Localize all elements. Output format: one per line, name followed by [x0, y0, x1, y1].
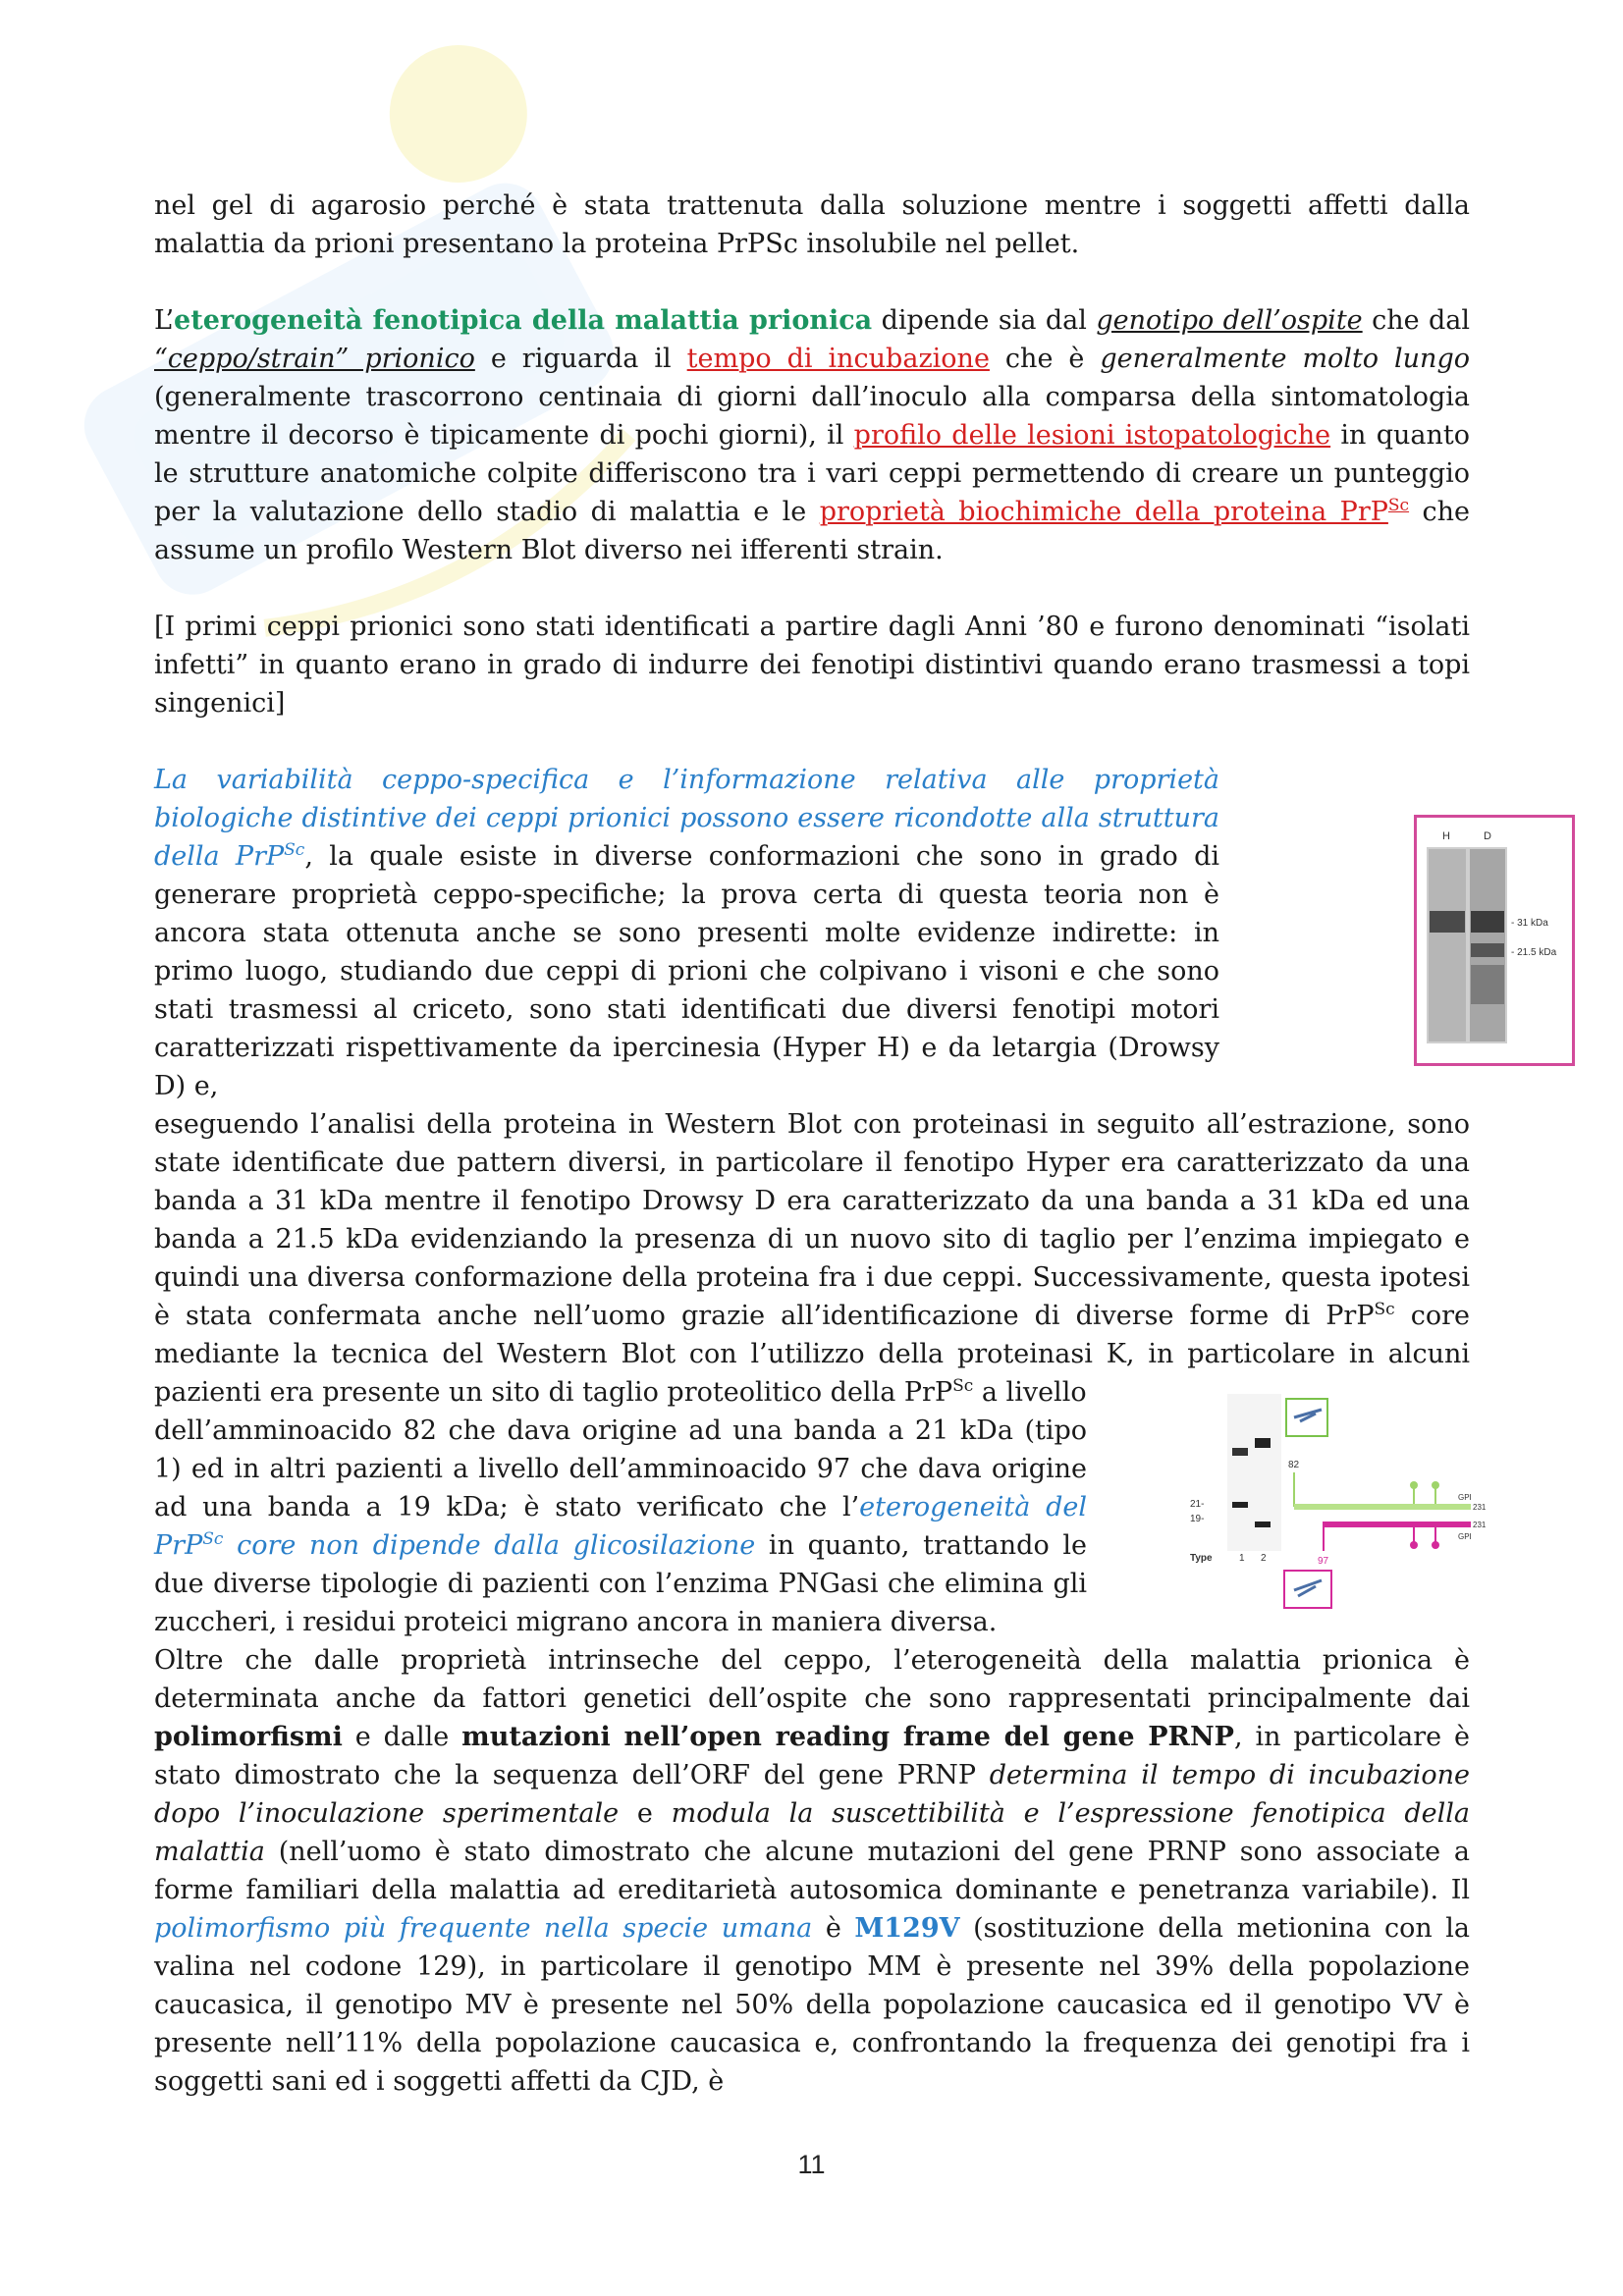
western-blot-figure-hyper-drowsy: [1414, 815, 1575, 1066]
text-run: genotipo dell’ospite: [1096, 305, 1363, 336]
track-label-gpi-top: GPI: [1458, 1493, 1472, 1502]
lane-label-d: D: [1484, 830, 1491, 842]
text-run: , la quale esiste in diverse conformazioni che sono in grado di generare proprietà ceppo-specifiche; la prova certa di questa teoria non è ancora stata ottenuta anche se sono presenti molte evidenze indirette: in primo luogo, studiando due ceppi di prioni che colpivano i visoni e che sono stati trasmessi al criceto, sono stati identificati due diversi fenotipi motori caratterizzati rispettivamente da ipercinesia (Hyper H) e da letargia (Drowsy D) e,: [154, 841, 1219, 1101]
site-label-82: 82: [1288, 1460, 1300, 1470]
text-run: L’: [154, 305, 175, 336]
text-run: tempo di incubazione: [686, 344, 990, 374]
text-run: “ceppo/strain” prionico: [154, 344, 475, 374]
text-run: polimorfismi: [154, 1722, 343, 1752]
text-run: a livello: [973, 1377, 1087, 1408]
page-number: 11: [797, 2150, 826, 2179]
document-body: [154, 187, 1470, 2101]
text-run: in quanto le strutture anatomiche colpite differiscono tra i vari ceppi permettendo di creare un punteggio per la valutazione dello stadio di malattia e le: [154, 420, 1470, 527]
text-run: e riguarda il: [474, 344, 687, 374]
lane-label-h: H: [1442, 830, 1450, 842]
text-run: Oltre che dalle proprietà intrinseche del ceppo, l’eterogeneità della malattia prionica è determinata anche da fattori genetici dell’ospite che sono rappresentati principalmente dai: [154, 1645, 1470, 1714]
text-run: Sc: [284, 840, 305, 860]
paragraph-5: [154, 1105, 1470, 1412]
text-run: in quanto, trattando le due diverse tipologie di pazienti con l’enzima PNGasi che elimina gli zuccheri, i residui proteici migrano ancora in maniera diversa.: [154, 1530, 1087, 1637]
text-run: modula la suscettibilità e l’espressione fenotipica della malattia: [154, 1798, 1470, 1867]
lane-caption-type: Type: [1190, 1553, 1213, 1564]
text-run: e dalle: [342, 1722, 462, 1752]
text-run: determina il tempo di incubazione dopo l’inoculazione sperimentale: [154, 1760, 1470, 1829]
marker-label-19: 19-: [1190, 1514, 1205, 1524]
track-label-231-bottom: 231: [1473, 1521, 1487, 1529]
text-run: che è: [989, 344, 1101, 374]
text-run: eterogeneità fenotipica della malattia prionica: [174, 305, 873, 336]
text-run: eseguendo l’analisi della proteina in Western Blot con proteinasi in seguito all’estrazione, sono state identificate due pattern diversi, in particolare il fenotipo Hyper era caratterizzato da una banda a 31 kDa mentre il fenotipo Drowsy D era caratterizzato da una banda a 31 kDa ed una banda a 21.5 kDa evidenziando la presenza di un nuovo sito di taglio per l’enzima impiegato e quindi una diversa conformazione della proteina fra i due ceppi. Successivamente, questa ipotesi è stata confermata anche nell’uomo grazie all’identificazione di diverse forme di PrP: [154, 1109, 1470, 1331]
text-run: Sc: [952, 1376, 974, 1396]
paragraph-4: [154, 761, 1470, 1105]
prp-cleavage-figure: [1178, 1394, 1487, 1639]
text-run: che dal: [1362, 305, 1471, 336]
text-run: Sc: [202, 1529, 224, 1549]
lane-caption-2: 2: [1261, 1553, 1267, 1564]
paragraph-3: [154, 608, 1470, 722]
text-run: M129V: [854, 1913, 960, 1944]
text-run: e: [619, 1798, 672, 1829]
lane-caption-1: 1: [1239, 1553, 1245, 1564]
text-run: eterogeneità del PrP: [154, 1492, 1087, 1561]
text-run: (nell’uomo è stato dimostrato che alcune mutazioni del gene PRNP sono associate a forme familiari della malattia ad ereditarietà autosomica dominante e penetranza variabile). Il: [154, 1837, 1470, 1905]
text-run: che assume un profilo Western Blot diverso nei ifferenti strain.: [154, 497, 1470, 565]
text-run: La variabilità ceppo-specifica e l’informazione relativa alle proprietà biologiche distintive dei ceppi prionici possono essere ricondotte alla struttura della PrP: [154, 765, 1219, 872]
text-run: proprietà biochimiche della proteina PrP: [819, 497, 1388, 527]
text-run: polimorfismo più frequente nella specie umana: [154, 1913, 813, 1944]
text-run: Sc: [1374, 1300, 1395, 1319]
text-run: nel gel di agarosio perché è stata trattenuta dalla soluzione mentre i soggetti affetti dalla malattia da prioni presentano la proteina PrPSc insolubile nel pellet.: [154, 190, 1470, 259]
track-label-231-top: 231: [1473, 1503, 1487, 1512]
site-label-97: 97: [1318, 1556, 1329, 1567]
marker-label-21: 21-: [1190, 1499, 1205, 1510]
track-label-gpi-bottom: GPI: [1458, 1532, 1472, 1541]
paragraph-2: [154, 301, 1470, 569]
text-run: core non dipende dalla glicosilazione: [223, 1530, 756, 1561]
text-run: mutazioni nell’open reading frame del gene PRNP: [461, 1722, 1234, 1752]
text-run: generalmente molto lungo: [1100, 344, 1470, 374]
text-run: Sc: [1387, 496, 1410, 515]
paragraph-1: [154, 187, 1470, 263]
text-run: dell’amminoacido 82 che dava origine ad una banda a 21 kDa (tipo 1) ed in altri pazienti a livello dell’amminoacido 97 che dava origine ad una banda a 19 kDa; è stato verificato che l’: [154, 1415, 1087, 1522]
band-label-21-5kda: - 21.5 kDa: [1511, 947, 1557, 958]
text-run: profilo delle lesioni istopatologiche: [853, 420, 1331, 451]
band-label-31kda: - 31 kDa: [1511, 918, 1548, 929]
text-run: , in particolare è stato dimostrato che la sequenza dell’ORF del gene PRNP: [154, 1722, 1470, 1790]
text-run: (sostituzione della metionina con la valina nel codone 129), in particolare il genotipo MM è presente nel 39% della popolazione caucasica, il genotipo MV è presente nel 50% della popolazione caucasica ed il genotipo VV è presente nell’11% della popolazione caucasica e, confrontando la frequenza dei genotipi fra i soggetti sani ed i soggetti affetti da CJD, è: [154, 1913, 1470, 2097]
paragraph-7: [154, 1641, 1470, 2101]
text-run: [I primi ceppi prionici sono stati identificati a partire dagli Anni ’80 e furono denominati “isolati infetti” in quanto erano in grado di indurre dei fenotipi distintivi quando erano trasmessi a topi singenici]: [154, 612, 1470, 719]
text-run: è: [812, 1913, 855, 1944]
text-run: (generalmente trascorrono centinaia di giorni dall’inoculo alla comparsa della sintomatologia mentre il decorso è tipicamente di pochi giorni), il: [154, 382, 1470, 451]
text-run: core mediante la tecnica del Western Blot con l’utilizzo della proteinasi K, in particolare in alcuni pazienti era presente un sito di taglio proteolitico della PrP: [154, 1301, 1470, 1408]
text-run: dipende sia dal: [872, 305, 1097, 336]
